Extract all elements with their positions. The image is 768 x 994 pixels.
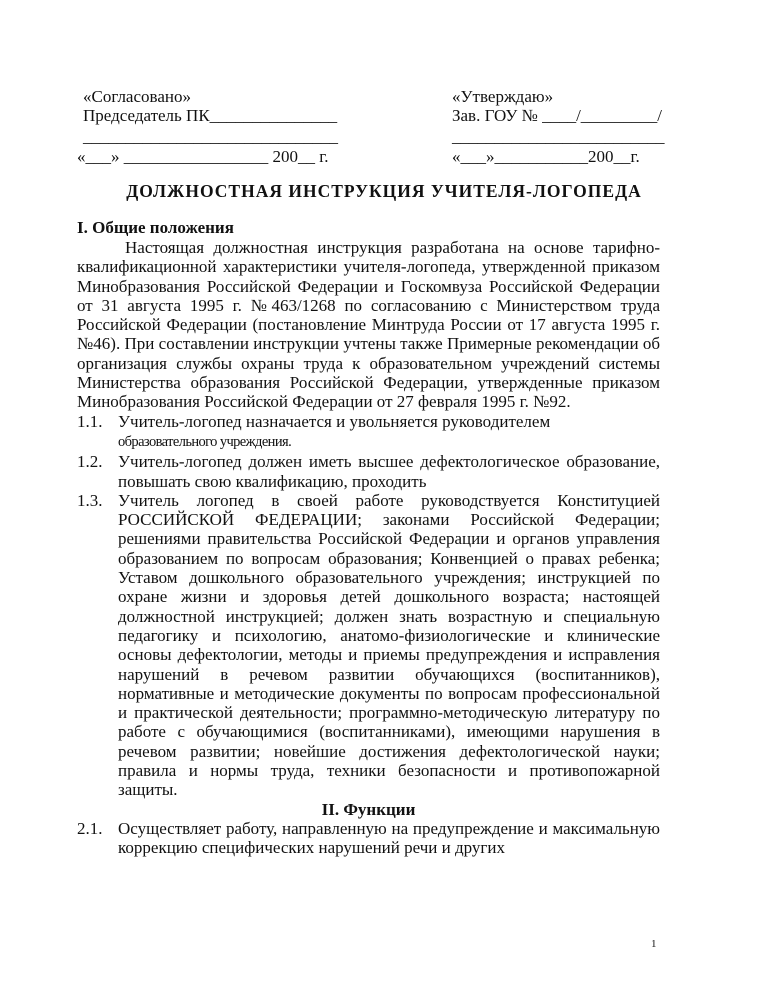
left-blank-line: ______________________________ [83,127,338,146]
chair-signature-line: Председатель ПК_______________ [83,106,338,125]
head-signature-line: Зав. ГОУ № ____/_________/ [452,106,663,125]
item-text: Осуществляет работу, направленную на предупреждение и максимальную коррекцию специфических нарушений речи и других [118,818,660,858]
list-item-1-2 [77,452,660,491]
document-title: ДОЛЖНОСТНАЯ ИНСТРУКЦИЯ УЧИТЕЛЯ-ЛОГОПЕДА [126,181,642,201]
item-number: 1.2. [77,452,103,472]
agreed-label: «Согласовано» [83,87,191,106]
item-number: 1.3. [77,490,103,510]
right-blank-line: _________________________ [452,127,665,146]
item-text-continuation: образовательного учреждения. [118,433,292,450]
intro-paragraph: Настоящая должностная инструкция разработана на основе тарифно-квалификационной характеристики учителя-логопеда, утвержденной приказом Минобразования Российской Федерации и Госкомвуза Российской Федерации от 31 августа 1995 г. №463/1268 по согласованию с Министерством труда Российской Федерации (постановление Минтруда России от 17 августа 1995 г. №46). При составлении инструкции учтены также Примерные рекомендации об организация службы охраны труда к образовательном учреждений системы Министерства образования Российской Федерации, утвержденные приказом Минобразования Российской Федерации от 27 февраля 1995 г. №92. [77,238,660,412]
section-2-heading: II. Функции [321,799,416,819]
document-body [77,238,660,858]
item-text: Учитель логопед в своей работе руководствуется Конституцией РОССИЙСКОЙ ФЕДЕРАЦИИ; законами Российской Федерации; решениями правительства Российской Федерации и органов управления образованием по вопросам образования; Конвенцией о правах ребенка; Уставом дошкольного образовательного учреждения; инструкцией по охране жизни и здоровья детей дошкольного возраста; настоящей должностной инструкцией; должен знать возрастную и специальную педагогику и психологию, анатомо-физиологические и клинические основы дефектологии, методы и приемы предупреждения и исправления нарушений в речевом развитии обучающихся (воспитанников), нормативные и методические документы по вопросам профессиональной и практической деятельности; программно-методическую литературу по работе с обучающимися (воспитанниками), имеющими нарушения в речевом развитии; новейшие достижения дефектологической науки; правила и нормы труда, техники безопасности и противопожарной защиты. [118,490,660,800]
list-item-1-1 [77,412,660,453]
left-date-line: «___» _________________ 200__ г. [77,147,329,166]
item-number: 2.1. [77,818,103,838]
list-item-2-1 [77,819,660,858]
list-item-1-3 [77,491,660,800]
approve-label: «Утверждаю» [452,87,554,106]
page-number: 1 [651,938,657,950]
right-date-line: «___»___________200__г. [452,147,640,166]
item-text: Учитель-логопед назначается и увольняется руководителем [118,411,551,431]
item-text: Учитель-логопед должен иметь высшее дефектологическое образование, повышать свою квалификацию, проходить [118,452,660,491]
item-number: 1.1. [77,411,103,431]
section-1-heading: I. Общие положения [77,218,234,237]
